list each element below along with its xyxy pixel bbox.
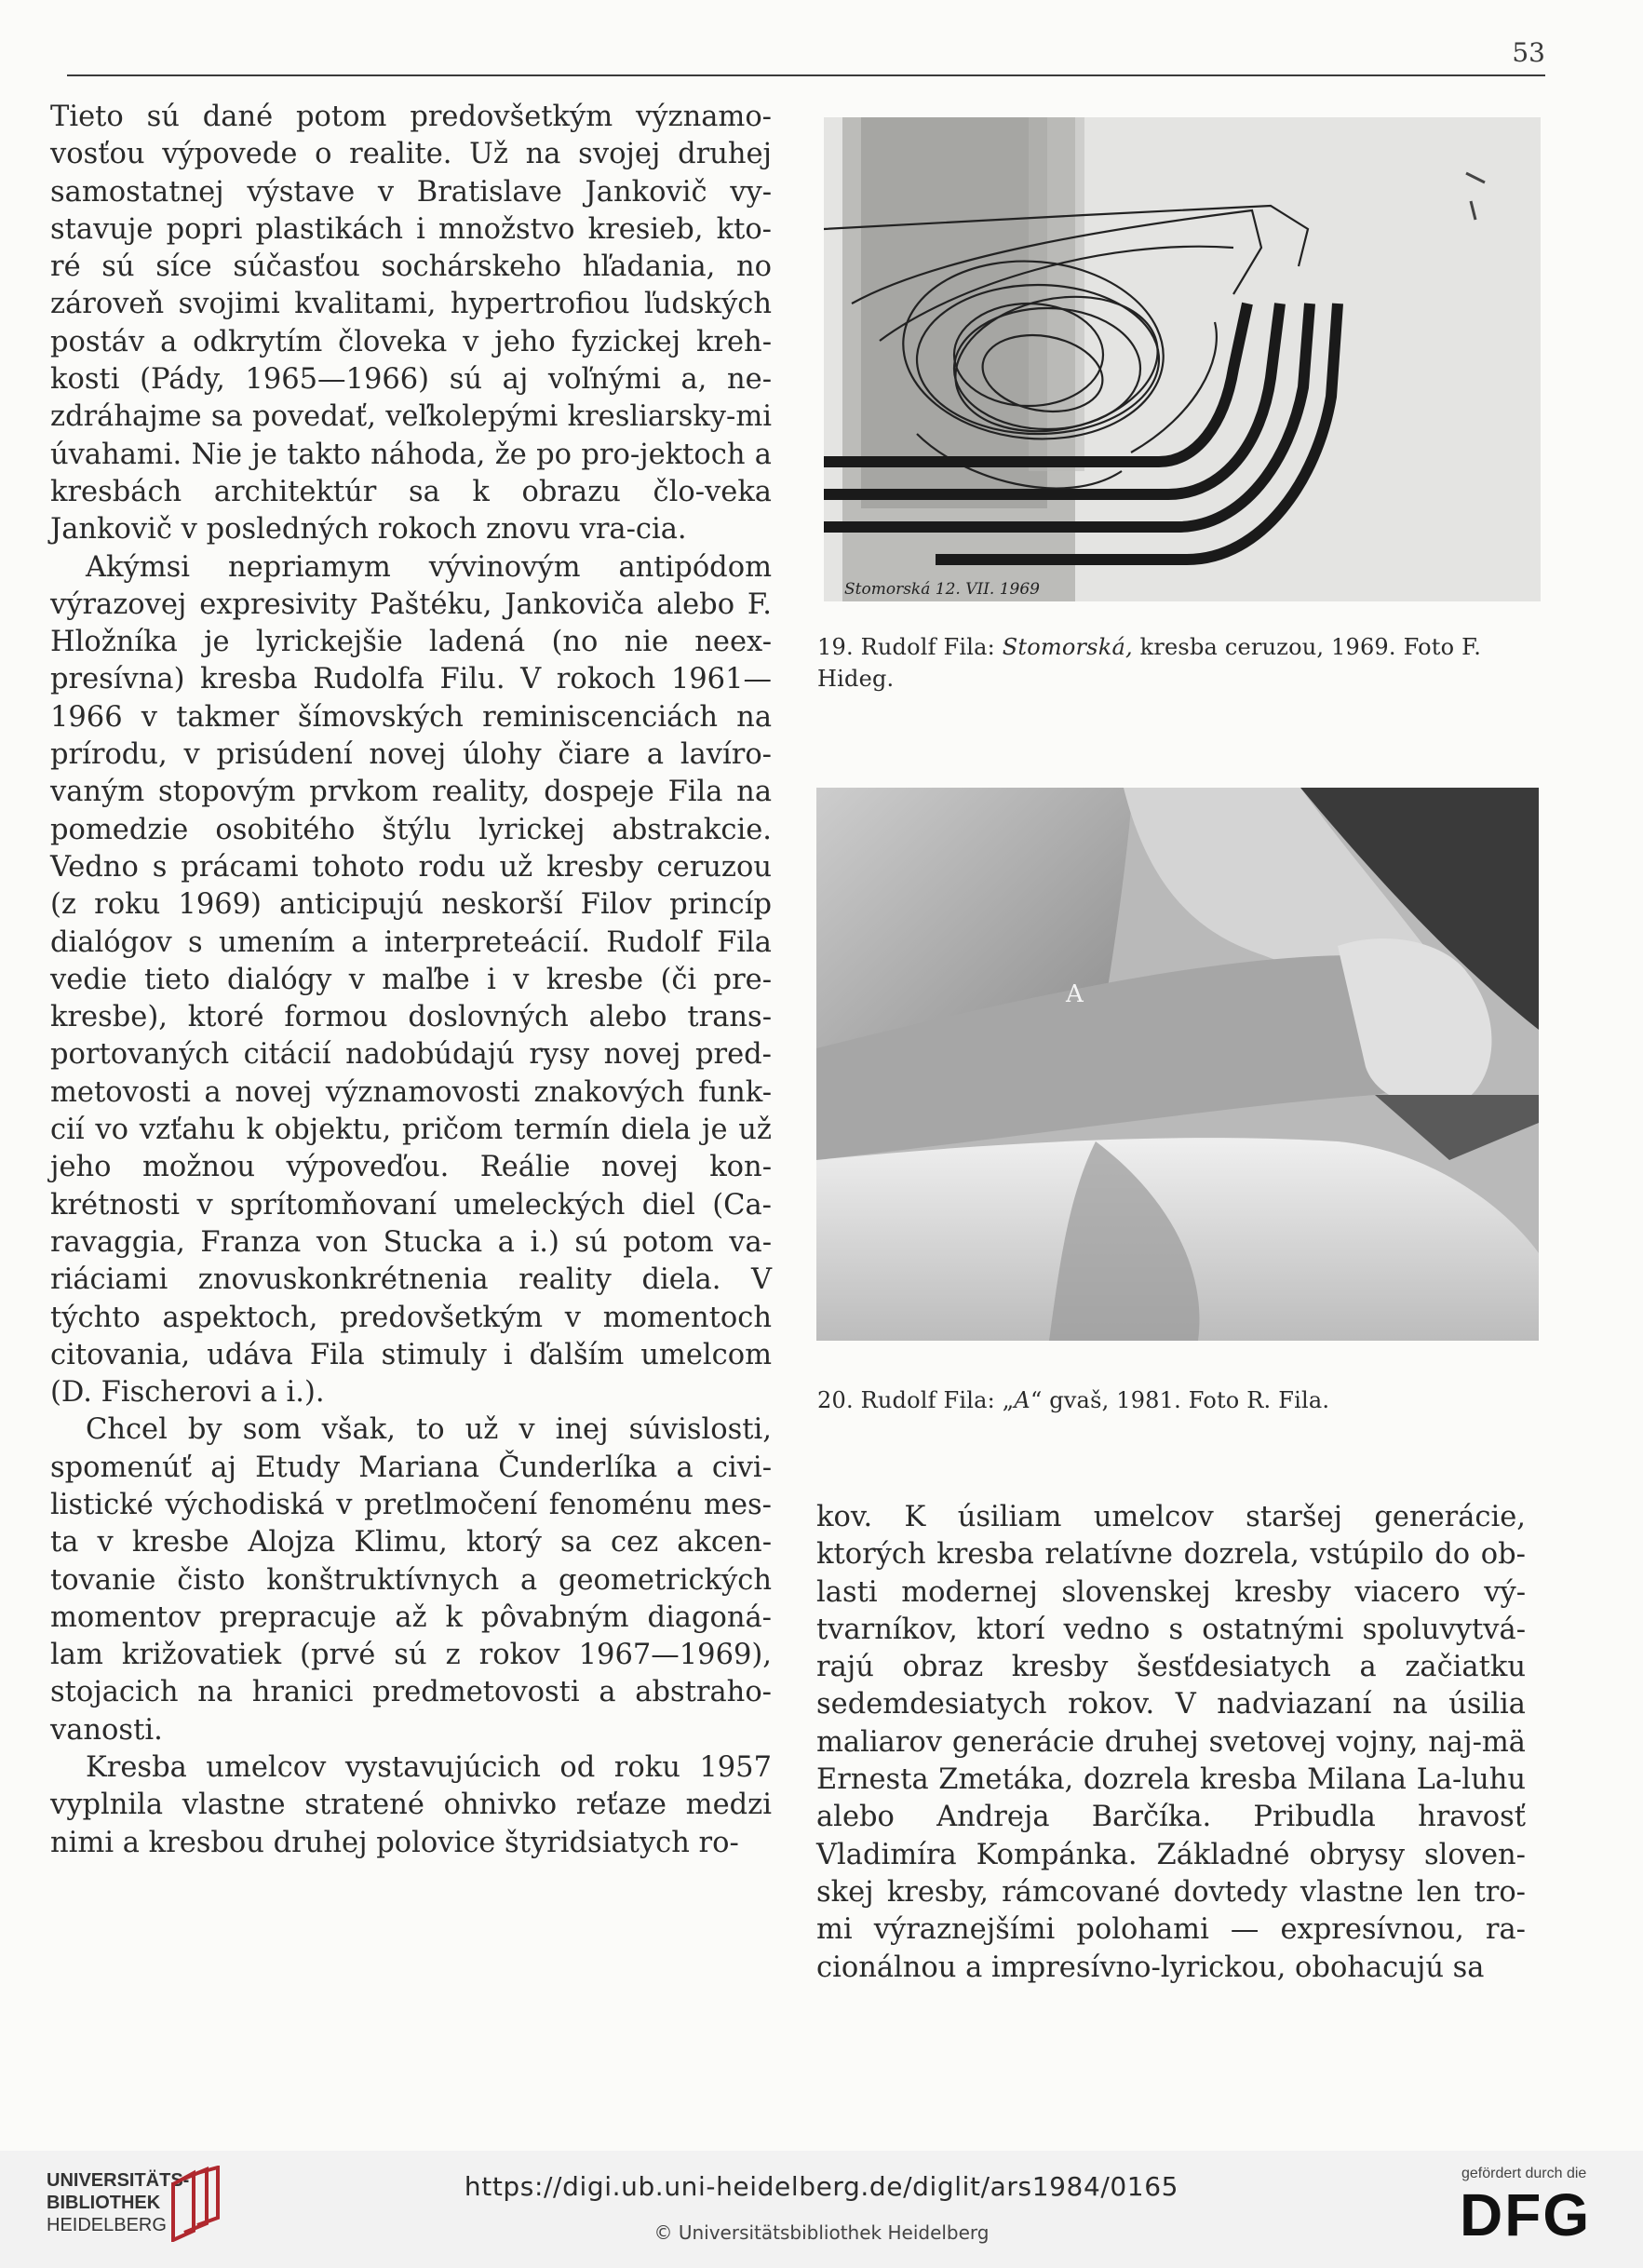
logo-line-2: BIBLIOTHEK — [47, 2193, 161, 2213]
figure-20-painting — [816, 788, 1539, 1341]
figure-20-mark: A — [1066, 980, 1084, 1008]
figure-19-caption — [817, 631, 1548, 695]
figure-19-drawing — [824, 117, 1541, 601]
left-text-column — [50, 99, 772, 1862]
footer-url-link[interactable]: https://digi.ub.uni-heidelberg.de/diglit/ars1984/0165 — [464, 2171, 1179, 2202]
footer-bar — [0, 2151, 1643, 2268]
figure-20-caption-prefix: 20. Rudolf Fila: „ — [817, 1387, 1015, 1413]
paragraph-1: Tieto sú dané potom predovšetkým významo-vosťou výpovede o realite. Už na svojej druhej samostatnej výstave v Bratislave Jankovič vy-stavuje popri plastikách i množstvo kresieb, kto-ré sú síce súčasťou sochárskeho hľadania, no zároveň svojimi kvalitami, hypertrofiou ľudských postáv a odkrytím človeka v jeho fyzickej kreh-kosti (Pády, 1965—1966) sú aj voľnými a, ne-zdráhajme sa povedať, veľkolepými kresliarsky-mi úvahami. Nie je takto náhoda, že po pro-jektoch a kresbách architektúr sa k obrazu člo-veka Jankovič v posledných rokoch znovu vra-cia. — [50, 101, 772, 547]
figure-20-caption-suffix: “ gvaš, 1981. Foto R. Fila. — [1030, 1387, 1330, 1413]
footer-copyright: © Universitätsbibliothek Heidelberg — [653, 2221, 990, 2244]
paragraph-right-1: kov. K úsiliam umelcov staršej generácie, ktorých kresba relatívne dozrela, vstúpilo do ob-lasti modernej slovenskej kresby viacero vý-tvarníkov, ktorí vedno s ostatnými spoluvytvá-rajú obraz kresby šesťdesiatych a začiatku sedemdesiatych rokov. V nadviazaní na úsilia maliarov generácie druhej svetovej vojny, naj-mä Ernesta Zmetáka, dozrela kresba Milana La-luhu alebo Andreja Barčíka. Pribudla hravosť Vladimíra Kompánka. Základné obrysy sloven-skej kresby, rámcované dovtedy vlastne len tro-mi výraznejšími polohami — expresívnou, ra-cionálnou a impresívno-lyrickou, obohacujú sa — [816, 1501, 1526, 1984]
right-text-column — [816, 1499, 1526, 1987]
dfg-funding-label: gefördert durch die — [1461, 2166, 1587, 2181]
logo-line-1: UNIVERSITÄTS- — [47, 2170, 190, 2191]
dfg-logo[interactable]: DFG — [1460, 2181, 1592, 2248]
paragraph-2: Akýmsi nepriamym vývinovým antipódom výrazovej expresivity Paštéku, Jankoviča alebo F. Hložníka je lyrickejšie ladená (no nie neex-presívna) kresba Rudolfa Filu. V rokoch 1961—1966 v takmer šímovských reminiscenciách na prírodu, v prisúdení novej úlohy čiare a lavíro-vaným stopovým prvkom reality, dospeje Fila na pomedzie osobitého štýlu lyrickej abstrakcie. Vedno s prácami tohoto rodu už kresby ceruzou (z roku 1969) anticipujú neskorší Filov princíp dialógov s umením a interpreteácií. Rudolf Fila vedie tieto dialógy v maľbe i v kresbe (či pre-kresbe), ktoré formou doslovných alebo trans-portovaných citácií nadobúdajú rysy novej pred-metovosti a novej významovosti znakových funk-cií vo vzťahu k objektu, pričom termín diela je už jeho možnou výpoveďou. Reálie novej kon-krétnosti v sprítomňovaní umeleckých diel (Ca-ravaggia, Franza von Stucka a i.) sú potom va-riáciami znovuskonkrétnenia reality diela. V týchto aspektoch, predovšetkým v momentoch citovania, udáva Fila stimuly i ďalším umelcom (D. Fischerovi a i.). — [50, 550, 772, 1410]
figure-19-caption-title: Stomorská, — [1002, 634, 1133, 660]
figure-19-signature: Stomorská 12. VII. 1969 — [844, 580, 1040, 599]
header-rule — [67, 74, 1545, 76]
paragraph-4: Kresba umelcov vystavujúcich od roku 1957 vyplnila vlastne stratené ohnivko reťaze medzi nimi a kresbou druhej polovice štyridsiatych ro- — [50, 1751, 772, 1859]
logo-line-3: HEIDELBERG — [47, 2215, 167, 2235]
figure-19-caption-prefix: 19. Rudolf Fila: — [817, 634, 1003, 660]
figure-20-caption-title: A — [1014, 1387, 1030, 1413]
figure-20-caption — [817, 1384, 1548, 1416]
paragraph-3: Chcel by som však, to už v inej súvislosti, spomenúť aj Etudy Mariana Čunderlíka a civi-listické východiská v pretlmočení fenoménu mes-ta v kresbe Alojza Klimu, ktorý sa cez akcen-tovanie čisto konštruktívnych a geometrických momentov prepracuje až k pôvabným diagoná-lam križovatiek (prvé sú z rokov 1967—1969), stojacich na hranici predmetovosti a abstraho-vanosti. — [50, 1413, 772, 1747]
page-number: 53 — [1512, 37, 1545, 68]
figure-19-caption-suffix: kresba ceruzou, 1969. Foto F. Hideg. — [817, 634, 1482, 692]
